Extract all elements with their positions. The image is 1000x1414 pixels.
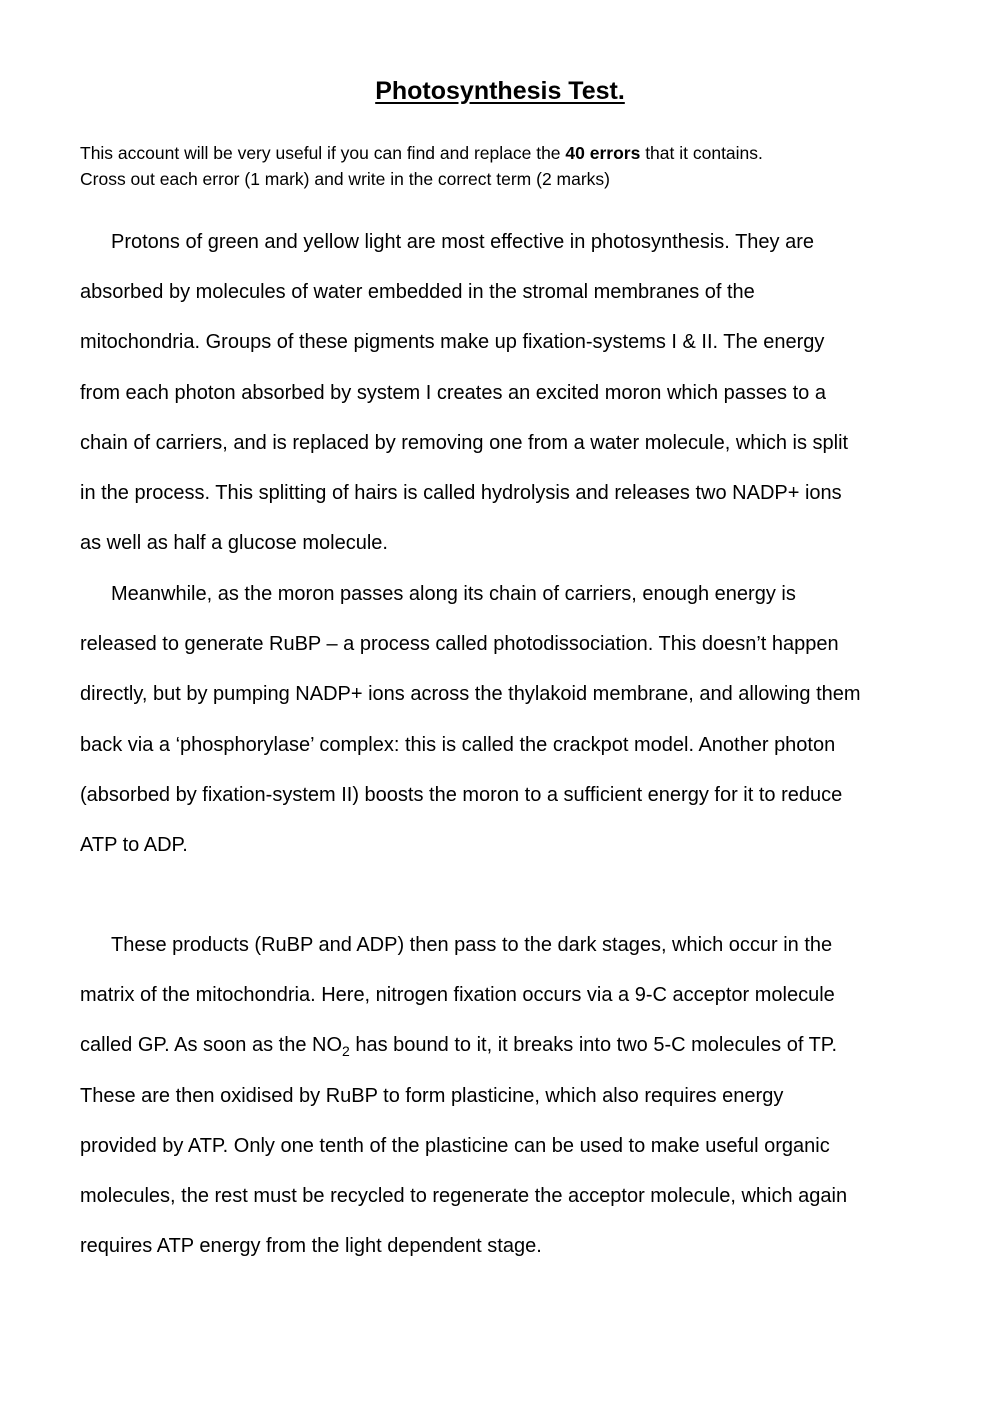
paragraph-line: in the process. This splitting of hairs is called hydrolysis and releases two NADP+ ions [80, 481, 842, 504]
paragraph-line: These are then oxidised by RuBP to form plasticine, which also requires energy [80, 1084, 784, 1107]
paragraph-line: provided by ATP. Only one tenth of the plasticine can be used to make useful organic [80, 1134, 830, 1157]
paragraph-line: These products (RuBP and ADP) then pass to the dark stages, which occur in the [111, 934, 833, 956]
paragraph-line: directly, but by pumping NADP+ ions across the thylakoid membrane, and allowing them [80, 683, 861, 706]
paragraph-line [80, 1020, 960, 1070]
paragraph-line: Meanwhile, as the moron passes along its chain of carriers, enough energy is [111, 583, 796, 605]
paragraph-dark-stages [80, 920, 960, 1271]
instructions-line-1 [80, 140, 960, 166]
paragraph-text: has bound to it, it breaks into two 5-C molecules of TP. [349, 1034, 838, 1057]
instructions-text: that it contains. [640, 143, 763, 163]
paragraph-line: Protons of green and yellow light are most effective in photosynthesis. They are [111, 231, 814, 253]
paragraph-line: back via a ‘phosphorylase’ complex: this is called the crackpot model. Another photon [80, 733, 836, 756]
paragraph-light-reactions [80, 217, 960, 568]
paragraph-line: as well as half a glucose molecule. [80, 532, 388, 555]
instructions [80, 140, 960, 192]
paragraph-electron-transport [80, 569, 960, 870]
subscript: 2 [342, 1043, 350, 1060]
page-title: Photosynthesis Test. [375, 77, 625, 105]
paragraph-line: ATP to ADP. [80, 833, 188, 856]
paragraph-line: chain of carriers, and is replaced by removing one from a water molecule, which is split [80, 431, 849, 454]
paragraph-line: molecules, the rest must be recycled to regenerate the acceptor molecule, which again [80, 1184, 848, 1207]
paragraph-line: requires ATP energy from the light dependent stage. [80, 1235, 542, 1258]
instructions-text: This account will be very useful if you can find and replace the [80, 143, 566, 163]
paragraph-line: absorbed by molecules of water embedded in the stromal membranes of the [80, 281, 755, 304]
paragraph-line: from each photon absorbed by system I creates an excited moron which passes to a [80, 381, 826, 404]
instructions-line-2: Cross out each error (1 mark) and write in the correct term (2 marks) [80, 169, 611, 189]
paragraph-line: (absorbed by fixation-system II) boosts the moron to a sufficient energy for it to reduce [80, 783, 843, 806]
paragraph-line: released to generate RuBP – a process called photodissociation. This doesn’t happen [80, 633, 839, 656]
paragraph-line: matrix of the mitochondria. Here, nitrogen fixation occurs via a 9-C acceptor molecule [80, 984, 835, 1007]
paragraph-line: mitochondria. Groups of these pigments make up fixation-systems I & II. The energy [80, 331, 825, 354]
paragraph-text: called GP. As soon as the NO [80, 1034, 343, 1057]
error-count: 40 errors [565, 143, 641, 163]
